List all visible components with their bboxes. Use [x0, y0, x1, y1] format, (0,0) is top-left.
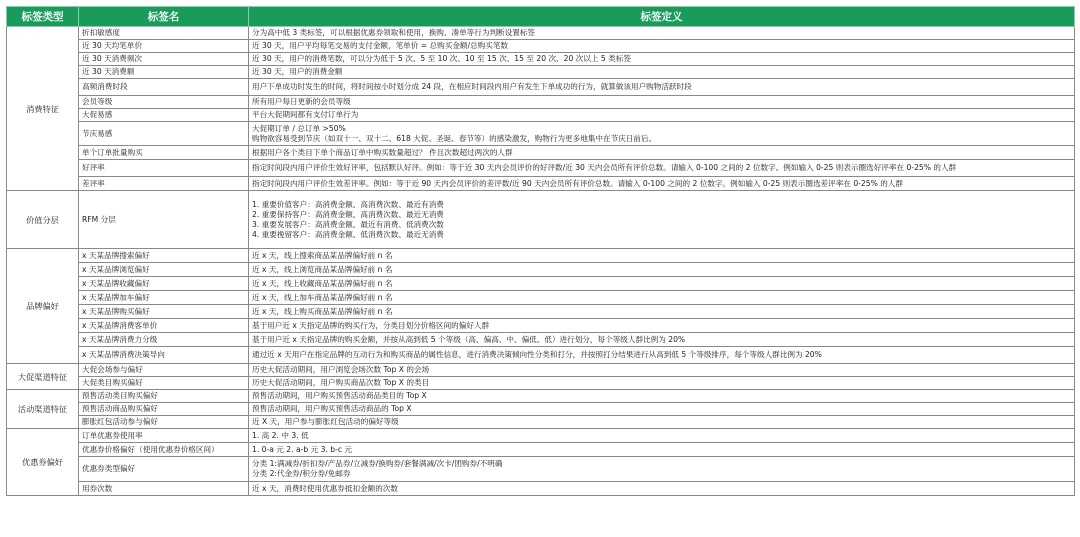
- tag-name-cell: x 天某品牌消费决策导向: [79, 347, 249, 364]
- table-row: [7, 79, 1075, 96]
- table-row: [7, 482, 1075, 496]
- table-row: [7, 191, 1075, 249]
- tag-definition-cell: [249, 27, 1075, 40]
- tag-name-cell: x 天某品牌浏览偏好: [79, 263, 249, 277]
- tag-definition-cell: [249, 177, 1075, 191]
- table-row: [7, 305, 1075, 319]
- table-row: [7, 40, 1075, 53]
- tag-definition-cell: [249, 443, 1075, 457]
- table-row: [7, 27, 1075, 40]
- tag-definition-cell: [249, 122, 1075, 146]
- tag-type-cell: 优惠券偏好: [7, 429, 79, 496]
- definition-line: 3. 重要发展客户：高消费金额、最近有消费、低消费次数: [252, 219, 444, 229]
- tag-definition-cell: [249, 146, 1075, 160]
- table-row: [7, 146, 1075, 160]
- tag-name-cell: x 天某品牌加车偏好: [79, 291, 249, 305]
- tag-definition-cell: [249, 390, 1075, 403]
- definition-line: 指定时间段内用户评价生效好评率，包括默认好评。例如：等于近 30 天内会员评价的好评数/近 30 天内会员所有评价总数。请输入 0-100 之间的 2 位数字。例如输入 0-25 则表示圈选好评率在 0-25% 的人群: [252, 163, 957, 172]
- tag-name-cell: 订单优惠券使用率: [79, 429, 249, 443]
- table-row: [7, 277, 1075, 291]
- definition-line: 平台大促期间都有支付订单行为: [252, 110, 359, 119]
- definition-line: 1. 0-a 元 2. a-b 元 3. b-c 元: [252, 444, 353, 454]
- table-row: [7, 377, 1075, 390]
- tag-type-cell: 品牌偏好: [7, 249, 79, 364]
- tag-definition-cell: [249, 263, 1075, 277]
- tag-definition-cell: [249, 66, 1075, 79]
- tag-definition-cell: [249, 277, 1075, 291]
- tag-name-cell: 大促类目购买偏好: [79, 377, 249, 390]
- tag-definition-cell: [249, 160, 1075, 177]
- tag-definition-cell: [249, 249, 1075, 263]
- definition-line: 用户下单成功时发生的时间，将时间按小时划分成 24 段，在相应时间段内用户有发生下单成功的行为，就算做该用户购物活跃时段: [252, 82, 692, 91]
- tag-definition-cell: [249, 457, 1075, 482]
- table-row: [7, 443, 1075, 457]
- definition-line: 预售活动期间，用户购买预售活动商品类目的 Top X: [252, 391, 427, 400]
- tag-name-cell: 优惠券价格偏好（使用优惠券价格区间）: [79, 443, 249, 457]
- table-row: [7, 109, 1075, 122]
- table-row: [7, 457, 1075, 482]
- definition-line: 基于用户近 x 天指定品牌的购买金额，并按从高到低 5 个等级（高、偏高、中、偏低、低）进行划分，每个等级人群比例为 20%: [252, 334, 686, 344]
- definition-line: 近 x 天，消费时使用优惠券抵扣金额的次数: [252, 483, 399, 493]
- tag-name-cell: 膨胀红包活动参与偏好: [79, 416, 249, 429]
- tag-name-cell: 近 30 天消费额: [79, 66, 249, 79]
- table-row: [7, 347, 1075, 364]
- tag-definition-cell: [249, 403, 1075, 416]
- definition-line: 近 30 天，用户的消费金额: [252, 67, 343, 76]
- table-row: [7, 364, 1075, 377]
- table-row: [7, 403, 1075, 416]
- table-row: [7, 249, 1075, 263]
- tag-name-cell: 好评率: [79, 160, 249, 177]
- definition-line: 分类 1:满减券/折扣券/产品券/立减券/换购券/套餐满减/次卡/团购券/不明确: [252, 459, 503, 468]
- tag-name-cell: 预售活动商品购买偏好: [79, 403, 249, 416]
- header-tag-name: 标签名: [79, 7, 249, 27]
- tag-name-cell: 节庆易感: [79, 122, 249, 146]
- definition-line: 近 30 天，用户平均每笔交易的支付金额，笔单价 = 总购买金额/总购买笔数: [252, 41, 509, 50]
- tag-name-cell: RFM 分层: [79, 191, 249, 249]
- definition-line: 分为高中低 3 类标签，可以根据优惠券领取和使用，换购、凑单等行为判断设置标签: [252, 28, 536, 37]
- tag-definition-cell: [249, 319, 1075, 333]
- table-row: [7, 291, 1075, 305]
- tag-definition-table: [6, 6, 1075, 496]
- header-tag-type: 标签类型: [7, 7, 79, 27]
- tag-definition-cell: [249, 364, 1075, 377]
- tag-name-cell: x 天某品牌消费客单价: [79, 319, 249, 333]
- definition-line: 近 x 天，线上浏览商品某品牌偏好前 n 名: [252, 264, 393, 274]
- tag-name-cell: x 天某品牌购买偏好: [79, 305, 249, 319]
- tag-name-cell: 差评率: [79, 177, 249, 191]
- definition-line: 近 30 天，用户的消费笔数，可以分为低于 5 次、5 至 10 次、10 至 15 次、15 至 20 次、20 次以上 5 类标签: [252, 54, 631, 63]
- table-row: [7, 96, 1075, 109]
- tag-definition-cell: [249, 109, 1075, 122]
- table-row: [7, 319, 1075, 333]
- tag-name-cell: x 天某品牌搜索偏好: [79, 249, 249, 263]
- table-row: [7, 390, 1075, 403]
- table-row: [7, 333, 1075, 347]
- definition-line: 近 x 天，线上加车商品某品牌偏好前 n 名: [252, 292, 393, 302]
- table-body: [7, 27, 1075, 496]
- definition-line: 指定时间段内用户评价生效差评率。例如：等于近 90 天内会员评价的差评数/近 90 天内会员所有评价总数。请输入 0-100 之间的 2 位数字。例如输入 0-25 则表示圈选差评率在 0-25% 的人群: [252, 178, 903, 188]
- table-row: [7, 416, 1075, 429]
- tag-type-cell: 价值分层: [7, 191, 79, 249]
- definition-line: 根据用户各个类目下单个商品订单中购买数量超过？ 件且次数超过两次的人群: [252, 147, 513, 157]
- tag-name-cell: 单个订单批量购买: [79, 146, 249, 160]
- table-row: [7, 160, 1075, 177]
- tag-name-cell: 近 30 天均笔单价: [79, 40, 249, 53]
- table-row: [7, 122, 1075, 146]
- tag-name-cell: 高频消费时段: [79, 79, 249, 96]
- table-row: [7, 263, 1075, 277]
- tag-definition-cell: [249, 79, 1075, 96]
- tag-type-cell: 消费特征: [7, 27, 79, 191]
- tag-name-cell: 会员等级: [79, 96, 249, 109]
- definition-line: 4. 重要挽留客户：高消费金额、低消费次数、最近无消费: [252, 229, 444, 239]
- tag-name-cell: 大促易感: [79, 109, 249, 122]
- definition-line: 所有用户每日更新的会员等级: [252, 97, 351, 106]
- tag-type-cell: 活动渠道特征: [7, 390, 79, 429]
- definition-line: 历史大促活动期间，用户购买商品次数 Top X 的类目: [252, 378, 430, 387]
- definition-line: 1. 重要价值客户：高消费金额、高消费次数、最近有消费: [252, 199, 444, 209]
- definition-line: 预售活动期间，用户购买预售活动商品的 Top X: [252, 404, 412, 413]
- tag-name-cell: 大促会场参与偏好: [79, 364, 249, 377]
- tag-definition-cell: [249, 416, 1075, 429]
- definition-line: 近 x 天，线上搜索商品某品牌偏好前 n 名: [252, 250, 393, 260]
- tag-name-cell: 折扣敏感度: [79, 27, 249, 40]
- tag-definition-cell: [249, 191, 1075, 249]
- tag-name-cell: x 天某品牌消费力分级: [79, 333, 249, 347]
- definition-line: 近 x 天，线上购买商品某品牌偏好前 n 名: [252, 306, 393, 316]
- tag-name-cell: x 天某品牌收藏偏好: [79, 277, 249, 291]
- tag-definition-cell: [249, 347, 1075, 364]
- table-row: [7, 429, 1075, 443]
- definition-line: 通过近 x 天用户在指定品牌的互动行为和购买商品的属性信息，进行消费决策倾向性分类和打分，并按照打分结果进行从高到低 5 个等级排序，每个等级人群比例为 20%: [252, 350, 822, 359]
- tag-definition-cell: [249, 305, 1075, 319]
- definition-line: 购物欲容易受到节庆（如双十一、双十二、618 大促、圣诞、春节等）的感染激发，购物行为更多地集中在节庆日前后。: [252, 133, 657, 143]
- tag-definition-table-container: [6, 6, 1074, 496]
- definition-line: 近 x 天，线上收藏商品某品牌偏好前 n 名: [252, 278, 393, 288]
- table-header-row: [7, 7, 1075, 27]
- tag-definition-cell: [249, 429, 1075, 443]
- tag-type-cell: 大促渠道特征: [7, 364, 79, 390]
- header-tag-definition: 标签定义: [249, 7, 1075, 27]
- tag-name-cell: 近 30 天消费频次: [79, 53, 249, 66]
- tag-definition-cell: [249, 377, 1075, 390]
- definition-line: 历史大促活动期间，用户浏览会场次数 Top X 的会场: [252, 365, 430, 374]
- tag-name-cell: 优惠券类型偏好: [79, 457, 249, 482]
- definition-line: 大促期订单 / 总订单 >50%: [252, 123, 346, 133]
- table-row: [7, 66, 1075, 79]
- tag-definition-cell: [249, 333, 1075, 347]
- table-row: [7, 53, 1075, 66]
- definition-line: 分类 2:代金券/积分券/免邮券: [252, 469, 351, 478]
- tag-name-cell: 用券次数: [79, 482, 249, 496]
- tag-definition-cell: [249, 291, 1075, 305]
- definition-line: 基于用户近 x 天指定品牌的购买行为，分类目划分价格区间的偏好人群: [252, 320, 490, 330]
- tag-definition-cell: [249, 482, 1075, 496]
- tag-name-cell: 预售活动类目购买偏好: [79, 390, 249, 403]
- tag-definition-cell: [249, 40, 1075, 53]
- definition-line: 1. 高 2. 中 3. 低: [252, 430, 309, 440]
- definition-line: 近 X 天，用户参与膨胀红包活动的偏好等级: [252, 417, 399, 426]
- definition-line: 2. 重要保持客户：高消费金额、高消费次数、最近无消费: [252, 209, 444, 219]
- table-row: [7, 177, 1075, 191]
- tag-definition-cell: [249, 53, 1075, 66]
- tag-definition-cell: [249, 96, 1075, 109]
